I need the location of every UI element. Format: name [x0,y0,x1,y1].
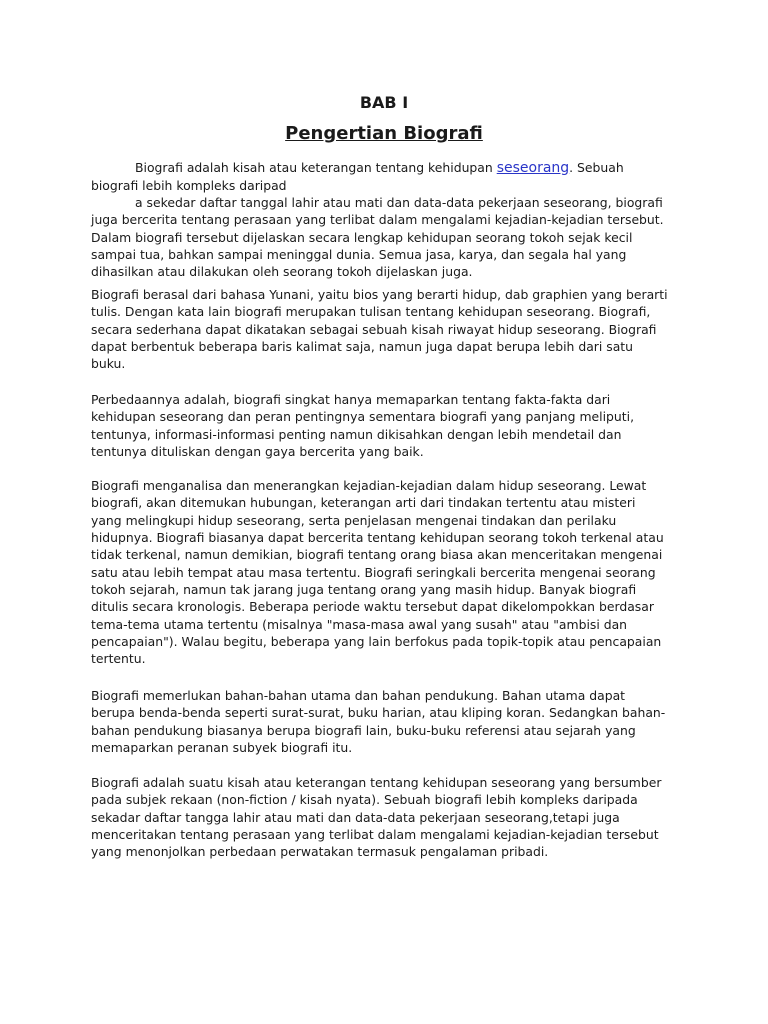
paragraph-line: Perbedaannya adalah, biografi singkat hanya memaparkan tentang fakta-fakta dari [91,392,611,407]
paragraph [91,391,634,460]
paragraph-line: berupa benda-benda seperti surat-surat, buku harian, atau kliping koran. Sedangkan bahan- [91,705,666,721]
paragraph-line: yang melingkupi hidup seseorang, serta penjelasan mengenai tindakan dan perilaku [91,512,617,528]
paragraph-line: menceritakan tentang perasaan yang terlibat dalam mengalami kejadian-kejadian tersebut [91,827,659,843]
paragraph-line: memaparkan peranan subyek biografi itu. [91,740,353,756]
paragraph-line: dihasilkan atau dilakukan oleh seorang tokoh dijelaskan juga. [91,264,473,280]
paragraph-line: sampai tua, bahkan sampai meninggal dunia. Semua jasa, karya, dan segala hal yang [91,247,627,263]
paragraph-line: tokoh sejarah, namun tak jarang juga tentang orang yang masih hidup. Banyak biografi [91,582,637,598]
text: . Sebuah [569,160,624,175]
paragraph-line: tulis. Dengan kata lain biografi merupakan tulisan tentang kehidupan seseorang. Biografi, [91,304,651,320]
paragraph [91,194,664,281]
paragraph-line: yang menonjolkan perbedaan perwatakan termasuk pengalaman pribadi. [91,844,549,860]
paragraph-line: secara sederhana dapat dikatakan sebagai sebuah kisah riwayat hidup seseorang. Biografi [91,321,657,337]
paragraph-line: biografi, akan ditemukan hubungan, keterangan arti dari tindakan tertentu atau misteri [91,495,636,511]
paragraph-line: satu atau lebih tempat atau masa tertentu. Biografi seringkali bercerita mengenai seorang [91,564,656,580]
paragraph-line: pada subjek rekaan (non-fiction / kisah nyata). Sebuah biografi lebih kompleks daripada [91,792,638,808]
text: Biografi adalah kisah atau keterangan tentang kehidupan [135,160,497,175]
paragraph-line [91,159,624,177]
paragraph [91,687,665,756]
paragraph-line: biografi lebih kompleks daripad [91,178,287,194]
paragraph [91,286,668,373]
paragraph-line: tertentu. [91,651,146,667]
paragraph-line: kehidupan seseorang dan peran pentingnya sementara biografi yang panjang meliputi, [91,409,635,425]
paragraph [91,774,661,861]
paragraph-line: tentunya, informasi-informasi penting namun dikisahkan dengan lebih mendetail dan [91,426,622,442]
paragraph-line: Biografi berasal dari bahasa Yunani, yaitu bios yang berarti hidup, dab graphien yang berarti [91,287,668,302]
paragraph-line: a sekedar daftar tanggal lahir atau mati dan data-data pekerjaan seseorang, biografi [135,195,663,210]
paragraph-line: bahan pendukung biasanya berupa biografi lain, buku-buku referensi atau sejarah yang [91,722,636,738]
paragraph-line: hidupnya. Biografi biasanya dapat bercerita tentang kehidupan seorang tokoh terkenal atau [91,530,664,546]
chapter-heading: BAB I [359,93,409,112]
paragraph-line: sekadar daftar tangga lahir atau mati dan data-data pekerjaan seseorang,tetapi juga [91,809,620,825]
page-title: Pengertian Biografi [285,123,483,144]
paragraph-line: Biografi memerlukan bahan-bahan utama dan bahan pendukung. Bahan utama dapat [91,688,626,703]
paragraph-line: tema-tema utama tertentu (misalnya "masa-masa awal yang susah" atau "ambisi dan [91,616,628,632]
paragraph-line: juga bercerita tentang perasaan yang terlibat dalam mengalami kejadian-kejadian tersebut. [91,212,664,228]
paragraph-line: Dalam biografi tersebut dijelaskan secara lengkap kehidupan seorang tokoh sejak kecil [91,229,633,245]
paragraph [91,477,664,668]
paragraph-line: Biografi menganalisa dan menerangkan kejadian-kejadian dalam hidup seseorang. Lewat [91,478,647,493]
paragraph-line: Biografi adalah suatu kisah atau keterangan tentang kehidupan seseorang yang bersumber [91,775,662,790]
paragraph-line: dapat berbentuk beberapa baris kalimat saja, namun juga dapat berupa lebih dari satu [91,339,634,355]
paragraph-intro [91,159,624,195]
seseorang-link[interactable]: seseorang [496,160,570,176]
paragraph-line: pencapaian"). Walau begitu, beberapa yang lain berfokus pada topik-topik atau pencapaian [91,634,662,650]
paragraph-line: tidak terkenal, namun demikian, biografi tentang orang biasa akan menceritakan mengenai [91,547,663,563]
paragraph-line: ditulis secara kronologis. Beberapa periode waktu tersebut dapat dikelompokkan berdasar [91,599,654,615]
paragraph-line: buku. [91,356,126,372]
paragraph-line: tentunya dituliskan dengan gaya bercerita yang baik. [91,444,424,460]
